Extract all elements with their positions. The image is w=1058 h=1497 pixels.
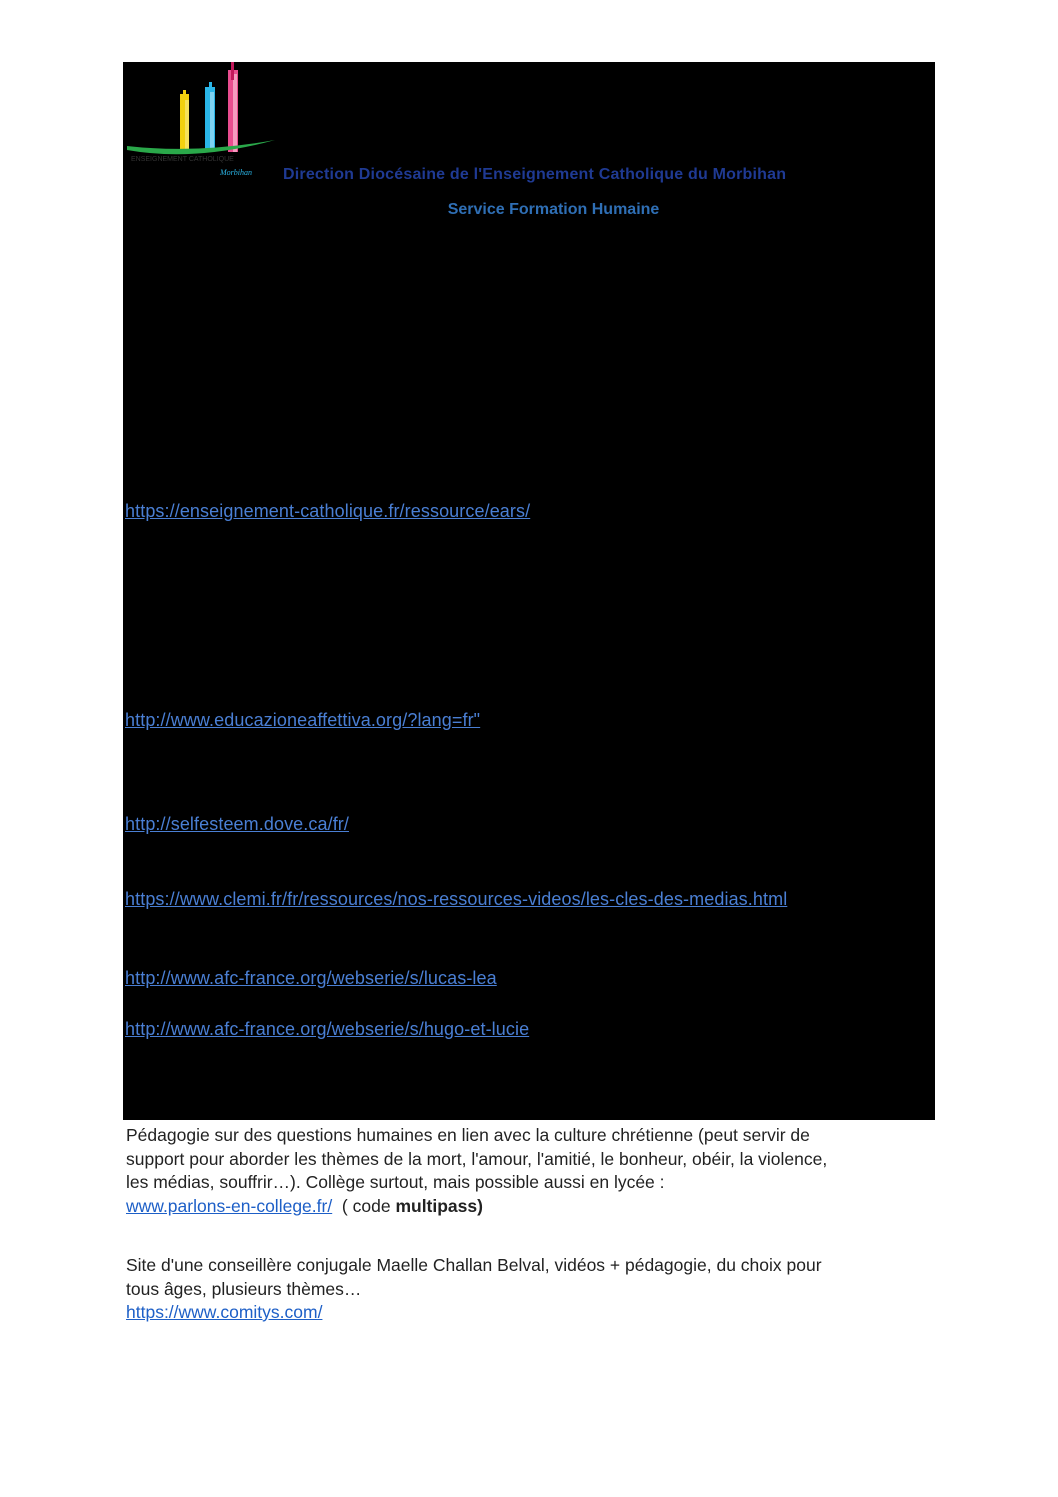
para2-line2: tous âges, plusieurs thèmes… [126, 1278, 362, 1299]
logo-text-main: ENSEIGNEMENT CATHOLIQUE [131, 156, 234, 163]
link-selfesteem-dove[interactable]: http://selfesteem.dove.ca/fr/ [125, 814, 350, 834]
para2-line3 [126, 1301, 936, 1325]
para1-line2: support pour aborder les thèmes de la mort, l'amour, l'amitié, le bonheur, obéir, la violence, [126, 1148, 828, 1169]
link-educazione-affettiva[interactable]: http://www.educazioneaffettiva.org/?lang=fr" [125, 710, 481, 730]
code-value: multipass) [395, 1195, 483, 1216]
code-prefix: ( code [332, 1195, 396, 1216]
para1-line1: Pédagogie sur des questions humaines en lien avec la culture chrétienne (peut servir de [126, 1125, 810, 1145]
para1-line4 [126, 1195, 936, 1219]
link-afc-hugo-lucie[interactable]: http://www.afc-france.org/webserie/s/hugo-et-lucie [125, 1019, 530, 1039]
link-comitys[interactable]: https://www.comitys.com/ [126, 1302, 323, 1322]
link-enseignement-catholique[interactable]: https://enseignement-catholique.fr/ressource/ears/ [125, 501, 531, 521]
logo-graphic [125, 62, 280, 187]
link-parlons-en-college[interactable]: www.parlons-en-college.fr/ [126, 1195, 333, 1216]
logo-text-sub: Morbihan [220, 168, 252, 177]
paragraph-parlons-en-college [126, 1124, 936, 1218]
para2-line1: Site d'une conseillère conjugale Maelle Challan Belval, vidéos + pédagogie, du choix pour [126, 1255, 822, 1275]
header-subtitle: Service Formation Humaine [447, 201, 660, 218]
link-clemi[interactable]: https://www.clemi.fr/fr/ressources/nos-ressources-videos/les-cles-des-medias.html [125, 889, 788, 909]
link-afc-lucas-lea[interactable]: http://www.afc-france.org/webserie/s/lucas-lea [125, 968, 497, 988]
header-title: Direction Diocésaine de l'Enseignement Catholique du Morbihan [283, 166, 787, 183]
diocese-logo [125, 62, 280, 187]
redacted-black-block [123, 62, 935, 1120]
para1-line3: les médias, souffrir…). Collège surtout, mais possible aussi en lycée : [126, 1172, 665, 1192]
paragraph-comitys [126, 1254, 936, 1325]
